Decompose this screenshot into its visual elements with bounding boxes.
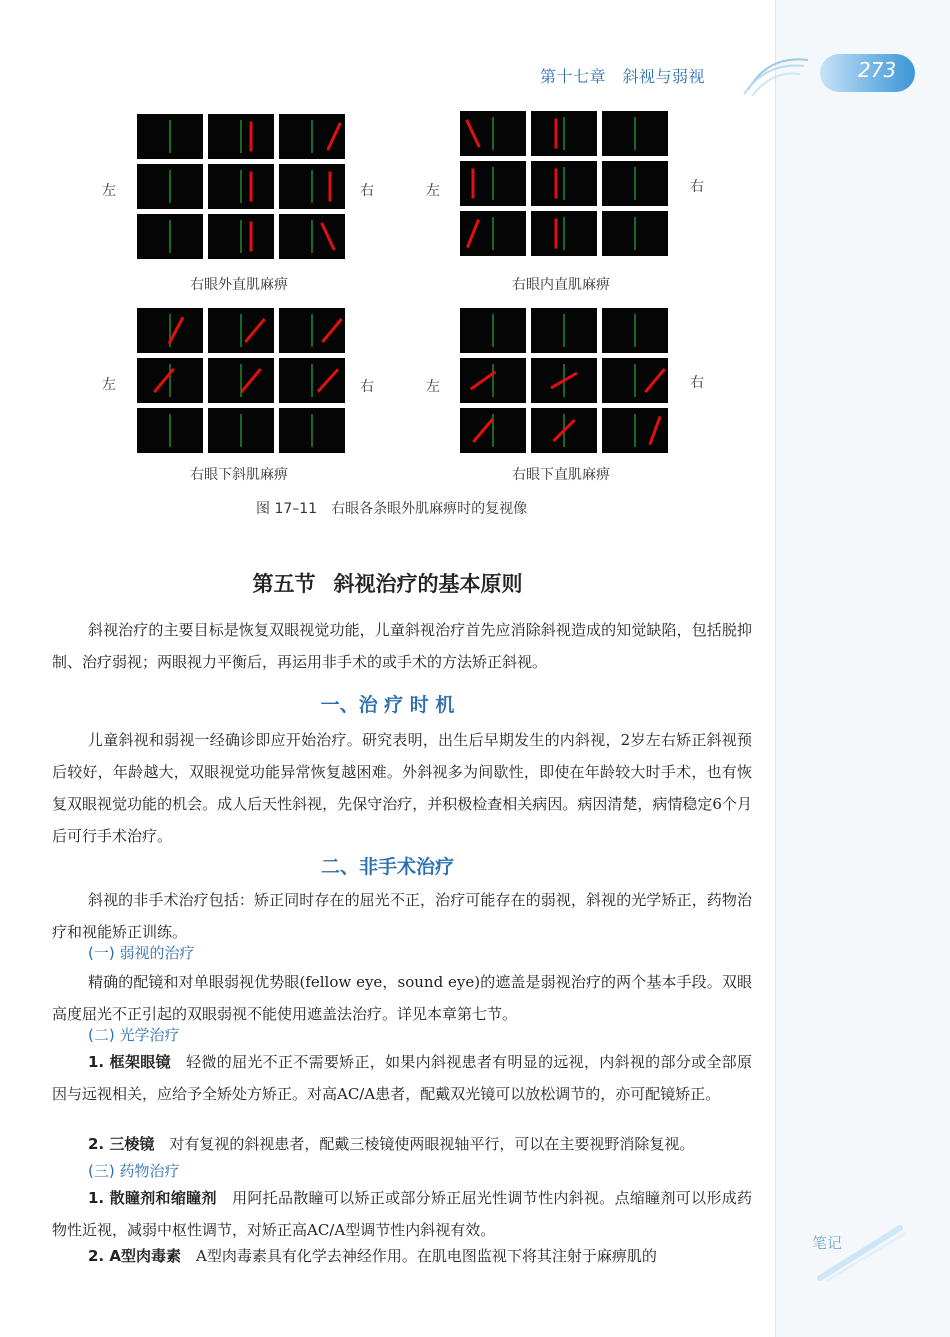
left-label: 左	[426, 379, 440, 395]
diplopia-cell	[460, 358, 526, 403]
red-image-line	[650, 416, 660, 444]
panel-caption: 右眼内直肌麻痹	[512, 277, 610, 293]
diplopia-cell	[602, 308, 668, 353]
red-image-line	[473, 419, 492, 442]
red-image-line	[241, 369, 260, 392]
pencil-decoration-icon	[800, 1218, 910, 1288]
red-image-line	[245, 319, 264, 342]
red-image-line	[328, 123, 341, 150]
red-image-line	[169, 317, 183, 343]
notes-margin	[775, 0, 950, 1337]
diplopia-cell	[460, 308, 526, 353]
diplopia-cell	[137, 408, 203, 453]
diplopia-cell	[602, 111, 668, 156]
panel-caption: 右眼外直肌麻痹	[190, 277, 288, 293]
optical-item-glasses: 1. 框架眼镜 轻微的屈光不正不需要矫正，如果内斜视患者有明显的远视，内斜视的部分或全部原因与远视相关，应给予全矫处方矫正。对高AC/A患者，配戴双光镜可以放松调节的，亦可配镜矫正。	[52, 1053, 752, 1103]
diplopia-cell	[137, 308, 203, 353]
diplopia-cell	[208, 164, 274, 209]
subheading-timing: 一、治 疗 时 机	[320, 694, 455, 716]
timing-paragraph: 儿童斜视和弱视一经确诊即应开始治疗。研究表明，出生后早期发生的内斜视，2岁左右矫正斜视预后较好，年龄越大，双眼视觉功能异常恢复越困难。外斜视多为间歇性，即使在年龄较大时手术，也有恢复双眼视觉功能的机会。成人后天性斜视，先保守治疗，并积极检查相关病因。病因清楚，病情稳定6个月后可行手术治疗。	[52, 731, 752, 845]
drug-item-botulinum: 2. A型肉毒素 A型肉毒素具有化学去神经作用。在肌电图监视下将其注射于麻痹肌的	[88, 1247, 657, 1265]
diplopia-cell	[137, 358, 203, 403]
diplopia-cell	[531, 408, 597, 453]
diplopia-cell	[460, 111, 526, 156]
left-label: 左	[102, 377, 116, 393]
red-image-line	[322, 223, 335, 250]
section-intro: 斜视治疗的主要目标是恢复双眼视觉功能，儿童斜视治疗首先应消除斜视造成的知觉缺陷，包括脱抑制、治疗弱视；两眼视力平衡后，再运用非手术的或手术的方法矫正斜视。	[52, 621, 752, 671]
diplopia-cell	[602, 211, 668, 256]
diplopia-cell	[460, 211, 526, 256]
diplopia-cell	[208, 308, 274, 353]
subheading-nonsurgical: 二、非手术治疗	[320, 856, 454, 878]
diplopia-cell	[531, 211, 597, 256]
red-image-line	[467, 120, 480, 147]
nonsurgical-intro: 斜视的非手术治疗包括：矫正同时存在的屈光不正，治疗可能存在的弱视，斜视的光学矫正，药物治疗和视能矫正训练。	[52, 891, 752, 941]
page-number: 273	[858, 58, 897, 82]
chapter-header: 第十七章 斜视与弱视	[540, 67, 706, 86]
red-image-line	[471, 372, 496, 389]
right-label: 右	[690, 179, 704, 195]
drug-item-mydriatic: 1. 散瞳剂和缩瞳剂 用阿托品散瞳可以矫正或部分矫正屈光性调节性内斜视。点缩瞳剂可以形成药物性近视，减弱中枢性调节，对矫正高AC/A型调节性内斜视有效。	[52, 1189, 752, 1239]
diplopia-cell	[208, 358, 274, 403]
diplopia-cell	[137, 164, 203, 209]
diplopia-cell	[279, 114, 345, 159]
diplopia-cell	[208, 114, 274, 159]
amblyopia-paragraph: 精确的配镜和对单眼弱视优势眼(fellow eye，sound eye)的遮盖是弱视治疗的两个基本手段。双眼高度屈光不正引起的双眼弱视不能使用遮盖法治疗。详见本章第七节。	[52, 973, 752, 1023]
diplopia-cell	[279, 214, 345, 259]
diplopia-cell	[137, 114, 203, 159]
swirl-decoration-icon	[738, 50, 818, 100]
diplopia-grid-inferior-oblique	[137, 308, 345, 453]
diplopia-cell	[531, 308, 597, 353]
right-label: 右	[360, 379, 374, 395]
subsection-optical: (二) 光学治疗	[88, 1026, 180, 1044]
diplopia-cell	[208, 408, 274, 453]
diplopia-cell	[279, 358, 345, 403]
right-label: 右	[690, 375, 704, 391]
diplopia-cell	[602, 161, 668, 206]
diplopia-cell	[460, 408, 526, 453]
diplopia-cell	[602, 408, 668, 453]
right-label: 右	[360, 183, 374, 199]
panel-caption: 右眼下斜肌麻痹	[190, 467, 288, 483]
diplopia-cell	[279, 308, 345, 353]
subsection-amblyopia: (一) 弱视的治疗	[88, 944, 195, 962]
diplopia-grid-lateral-rectus	[137, 114, 345, 259]
optical-item-prism: 2. 三棱镜 对有复视的斜视患者，配戴三棱镜使两眼视轴平行，可以在主要视野消除复视。	[88, 1135, 695, 1153]
red-image-line	[322, 319, 341, 342]
diplopia-cell	[279, 408, 345, 453]
diplopia-cell	[531, 161, 597, 206]
left-label: 左	[426, 183, 440, 199]
red-image-line	[467, 220, 478, 248]
diplopia-cell	[279, 164, 345, 209]
panel-caption: 右眼下直肌麻痹	[512, 467, 610, 483]
diplopia-grid-medial-rectus	[460, 111, 668, 256]
left-label: 左	[102, 183, 116, 199]
diplopia-grid-inferior-rectus	[460, 308, 668, 453]
red-image-line	[318, 369, 338, 391]
diplopia-cell	[602, 358, 668, 403]
subsection-drug: (三) 药物治疗	[88, 1162, 180, 1180]
section-title: 第五节 斜视治疗的基本原则	[252, 572, 523, 596]
diplopia-cell	[208, 214, 274, 259]
figure-caption: 图 17–11 右眼各条眼外肌麻痹时的复视像	[256, 501, 528, 517]
notes-label: 笔记	[812, 1234, 843, 1252]
diplopia-cell	[531, 358, 597, 403]
red-image-line	[645, 369, 664, 392]
diplopia-cell	[460, 161, 526, 206]
diplopia-cell	[137, 214, 203, 259]
diplopia-cell	[531, 111, 597, 156]
